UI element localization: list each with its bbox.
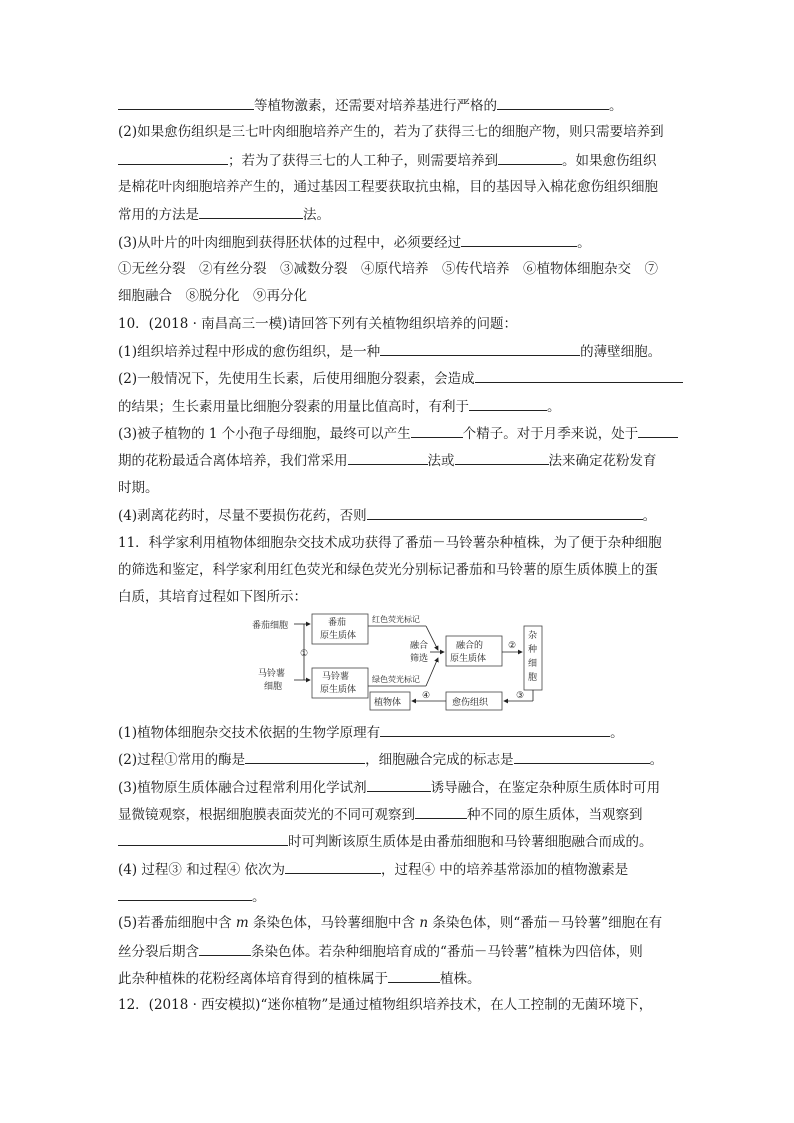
text-line: 此杂种植株的花粉经离体培育得到的植株属于 植株。 [118,968,684,989]
diagram-label-hybrid-cell: 杂 [528,631,538,641]
text-line: 白质，其培育过程如下图所示： [118,589,307,605]
answer-blank[interactable] [118,95,254,110]
diagram-label-plant: 植物体 [374,698,402,708]
diagram-label-fused-protoplast: 融合的 [456,641,484,651]
answer-blank[interactable] [388,968,440,983]
text-line: (3)被子植物的 1 个小孢子母细胞，最终可以产生 个精子。对于月季来说，处于 [118,423,684,444]
text-line: ；若为了获得三七的人工种子，则需要培养到 。如果愈伤组织 [118,150,684,171]
options-line: ①无丝分裂 ②有丝分裂 ③减数分裂 ④原代培养 ⑤传代培养 ⑥植物体细胞杂交 ⑦ [118,261,658,277]
text-line: (3)从叶片的叶肉细胞到获得胚状体的过程中，必须要经过 。 [118,232,684,253]
question-heading: 10．(2018 · 南昌高三一模)请回答下列有关植物组织培养的问题： [118,316,517,332]
answer-blank[interactable] [497,95,609,110]
answer-blank[interactable] [415,804,467,819]
answer-blank[interactable] [199,941,251,956]
diagram-label-hybrid-cell: 种 [528,645,538,655]
text-line: 等植物激素，还需要对培养基进行严格的 。 [118,95,684,116]
text-line: 。 [118,886,684,907]
answer-blank[interactable] [380,341,580,356]
text-line: (2)一般情况下，先使用生长素，后使用细胞分裂素，会造成 [118,368,684,389]
text-line: (4) 过程③ 和过程④ 依次为 ，过程④ 中的培养基常添加的植物激素是 [118,859,684,880]
answer-blank[interactable] [285,859,381,874]
text-line: 显微镜观察，根据细胞膜表面荧光的不同可观察到 种不同的原生质体，当观察到 [118,804,684,825]
answer-blank[interactable] [461,232,577,247]
answer-blank[interactable] [475,368,683,383]
diagram-label-fusion: 融合 [410,641,429,651]
answer-blank[interactable] [348,450,428,465]
diagram-label-fused-protoplast: 原生质体 [450,654,487,664]
diagram-label-hybrid-cell: 胞 [528,673,538,683]
answer-blank[interactable] [245,749,365,764]
diagram-label-potato-protoplast: 马铃薯 [322,672,350,682]
diagram-label-red-fluorescence: 红色荧光标记 [372,615,420,624]
diagram-label-tomato-cell: 番茄细胞 [252,621,289,631]
answer-blank[interactable] [411,423,463,438]
answer-blank[interactable] [455,450,549,465]
diagram-step-4: ④ [422,691,431,701]
text-line: (5)若番茄细胞中含 m 条染色体，马铃薯细胞中含 n 条染色体，则“番茄－马铃薯”细胞在有 [118,915,663,931]
diagram-label-potato-cell: 细胞 [264,682,283,692]
text-line: 期的花粉最适合离体培养，我们常采用 法或 法来确定花粉发育 [118,450,684,471]
diagram-step-3: ③ [516,691,525,701]
diagram-label-callus: 愈伤组织 [452,698,489,708]
text-line: 常用的方法是 法。 [118,204,684,225]
answer-blank[interactable] [118,886,252,901]
answer-blank[interactable] [469,396,547,411]
text-line: (2)如果愈伤组织是三七叶肉细胞培养产生的，若为了获得三七的细胞产物，则只需要培养到 [118,124,664,140]
text-line: 的结果；生长素用量比细胞分裂素的用量比值高时，有利于 。 [118,396,684,417]
text-line: (1)植物体细胞杂交技术依据的生物学原理有 。 [118,722,684,743]
diagram-label-green-fluorescence: 绿色荧光标记 [372,675,420,684]
answer-blank[interactable] [199,204,303,219]
answer-blank[interactable] [380,722,610,737]
diagram-label-potato-protoplast: 原生质体 [320,685,357,695]
question-heading: 12．(2018 · 西安模拟)“迷你植物”是通过植物组织培养技术，在人工控制的无菌环境下， [118,997,653,1013]
answer-blank[interactable] [638,423,678,438]
diagram-label-tomato-protoplast: 原生质体 [320,631,357,641]
text-line: 丝分裂后期含 条染色体。若杂种细胞培育成的“番茄－马铃薯”植株为四倍体，则 [118,941,684,962]
text-line: 时可判断该原生质体是由番茄细胞和马铃薯细胞融合而成的。 [118,831,684,852]
fusion-process-diagram [250,612,550,714]
answer-blank[interactable] [118,831,288,846]
answer-blank[interactable] [118,150,228,165]
diagram-label-potato-cell: 马铃薯 [258,669,286,679]
options-line: 细胞融合 ⑧脱分化 ⑨再分化 [118,288,307,304]
diagram-step-2: ② [508,641,517,651]
answer-blank[interactable] [498,150,562,165]
question-heading: 11．科学家利用植物体细胞杂交技术成功获得了番茄－马铃薯杂种植株，为了便于杂种细胞 [118,535,662,551]
text-line: 是棉花叶肉细胞培养产生的，通过基因工程要获取抗虫棉，目的基因导入棉花愈伤组织细胞 [118,179,658,195]
text-line: (4)剥离花药时，尽量不要损伤花药，否则 。 [118,505,684,526]
diagram-label-tomato-protoplast: 番茄 [328,618,347,628]
text-line: (2)过程①常用的酶是 ，细胞融合完成的标志是 。 [118,749,684,770]
diagram-label-hybrid-cell: 细 [528,659,538,669]
text-line: (3)植物原生质体融合过程常利用化学试剂 诱导融合，在鉴定杂种原生质体时可用 [118,777,684,798]
diagram-label-screening: 筛选 [410,654,429,664]
text-line: 时期。 [118,480,159,496]
diagram-step-1: ① [300,649,309,659]
answer-blank[interactable] [367,505,643,520]
text-line: (1)组织培养过程中形成的愈伤组织，是一种 的薄壁细胞。 [118,341,684,362]
text-line: 的筛选和鉴定，科学家利用红色荧光和绿色荧光分别标记番茄和马铃薯的原生质体膜上的蛋 [118,562,658,578]
answer-blank[interactable] [367,777,431,792]
answer-blank[interactable] [514,749,650,764]
